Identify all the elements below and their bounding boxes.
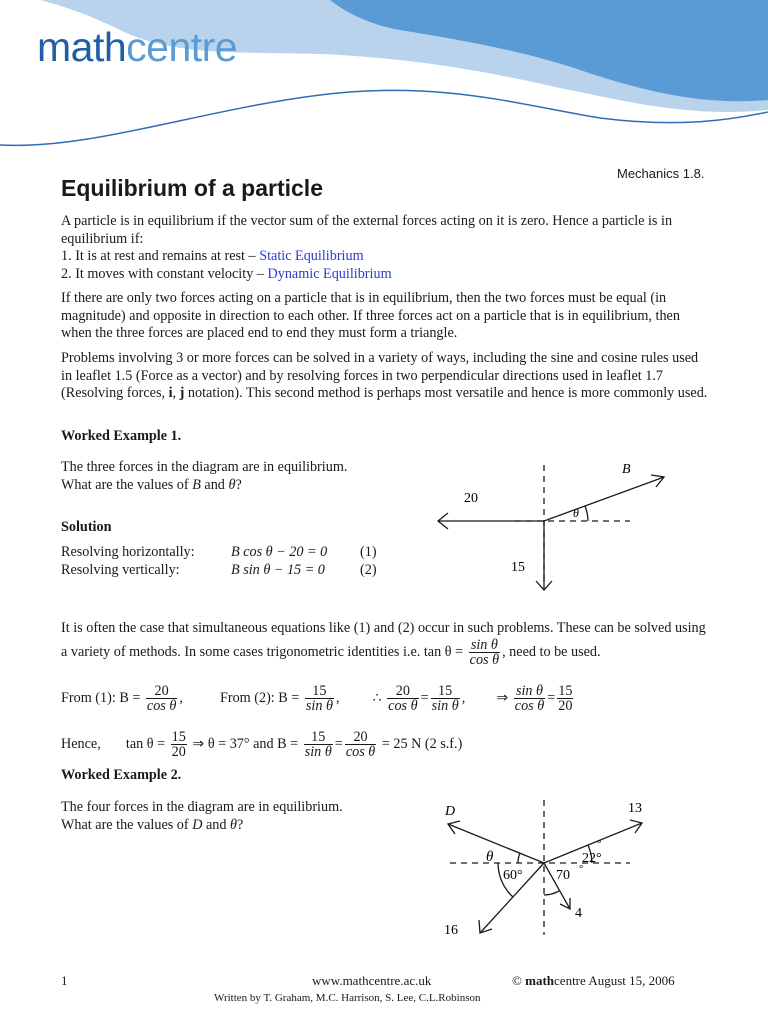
eq3-right-den: sin θ xyxy=(431,698,459,714)
eq3-right-fraction xyxy=(431,684,460,713)
copyright-icon: © xyxy=(512,973,522,988)
hence-b-den: sin θ xyxy=(304,744,332,760)
example-1-heading: Worked Example 1. xyxy=(61,428,182,444)
theta-arc xyxy=(585,506,588,521)
equation-2-number: (2) xyxy=(360,562,377,578)
eq4-right-num: 15 xyxy=(558,683,573,699)
example-1-var-theta: θ xyxy=(228,476,236,493)
example-2-heading: Worked Example 2. xyxy=(61,767,182,783)
label-70: 70 xyxy=(556,868,570,883)
footer-url[interactable]: www.mathcentre.ac.uk xyxy=(312,973,432,988)
methods-sep: , xyxy=(172,385,180,402)
eq3-left-num: 20 xyxy=(387,684,418,699)
label-70-degree: ° xyxy=(579,863,584,875)
force-d-arrow xyxy=(448,824,544,863)
two-forces-paragraph: If there are only two forces acting on a particle that is in equilibrium, then the two forces must be equal (in magnitude) and opposite in direction to each other. If three forces act on a particle that is in equilibrium, then when the three forces are placed end to end they must form a triangle. xyxy=(61,290,680,342)
example-2-question xyxy=(61,799,401,834)
example-1-qmark: ? xyxy=(235,476,242,493)
logo-math: math xyxy=(37,24,127,70)
logo-centre: centre xyxy=(126,24,238,70)
hence-c-num: 20 xyxy=(345,730,376,745)
label-15: 15 xyxy=(511,560,525,575)
angle-70-arc xyxy=(544,891,559,895)
list-item-1 xyxy=(61,248,364,264)
label-22-degree: ° xyxy=(597,838,602,850)
from2-den: sin θ xyxy=(305,698,333,714)
force-diagram-1 xyxy=(420,455,680,600)
copyright-brand: centre xyxy=(554,973,586,988)
hence-tan-num: 15 xyxy=(171,729,186,745)
series-label: Mechanics 1.8. xyxy=(617,166,705,181)
example-1-question-text: The three forces in the diagram are in equilibrium. What are the values of xyxy=(61,459,348,493)
solution-heading: Solution xyxy=(61,519,112,535)
hence-b-fraction xyxy=(304,730,333,759)
eq4-left-num: sin θ xyxy=(514,684,545,699)
methods-text-b: notation). This second method is perhaps most versatile and hence is more commonly used. xyxy=(184,385,708,402)
tan-fraction-num: sin θ xyxy=(469,638,500,653)
j-notation: j xyxy=(179,385,185,402)
copyright-date: August 15, 2006 xyxy=(585,973,675,988)
label-20: 20 xyxy=(464,491,478,506)
label-22: 22° xyxy=(582,851,602,866)
from2-fraction xyxy=(305,684,334,713)
force-diagram-2 xyxy=(430,795,660,945)
equation-1-number: (1) xyxy=(360,544,377,560)
eq4-left-fraction xyxy=(514,684,545,713)
from1-label: From (1): B = xyxy=(61,689,144,706)
label-d: D xyxy=(445,804,456,819)
hence-result: ⇒ θ = 37° and B = xyxy=(188,735,302,752)
label-theta: θ xyxy=(573,506,579,520)
from2-num: 15 xyxy=(305,684,334,699)
eq4-right-den: 20 xyxy=(558,698,573,714)
label-4: 4 xyxy=(575,906,582,921)
list-item-2 xyxy=(61,266,392,282)
hence-c-den: cos θ xyxy=(345,744,376,760)
list-item-1-text: 1. It is at rest and remains at rest – xyxy=(61,248,260,265)
copyright-brand-bold: math xyxy=(525,973,555,988)
eq3-right-num: 15 xyxy=(431,684,460,699)
page-title: Equilibrium of a particle xyxy=(61,175,323,201)
hence-tan-fraction xyxy=(171,730,187,759)
example-2-question-text-b: What are the values of xyxy=(61,816,193,833)
from1-fraction xyxy=(146,684,177,713)
from-equations-line: From (1): B = $\frac{20}{\text{cos θ}}$ , From (2): B = $\frac{15}{\text{sin θ}}$ , ∴ $\frac{20}{\text{cos θ}}$ = $\frac{15}{\text{sin θ}}$ , ⇒ $\frac{\text{sin θ}}{\text{cos θ}}$ = $\frac{15}{20}$ xyxy=(61,683,573,714)
simultaneous-text-a: It is often the case that simultaneous equations like (1) and (2) occur in such problems. These can be solved using a variety of methods. In some cases trigonometric identities i.e. tan θ = xyxy=(61,620,706,660)
from1-den: cos θ xyxy=(146,698,177,714)
from2-label: From (2): B = xyxy=(219,689,303,706)
hence-tan-den: 20 xyxy=(171,744,186,760)
example-2-var-d: D xyxy=(192,816,203,833)
tan-identity-fraction xyxy=(469,638,500,667)
label-13: 13 xyxy=(628,801,642,816)
list-item-2-text: 2. It moves with constant velocity – xyxy=(61,265,268,282)
eq3-left-fraction xyxy=(387,684,418,713)
hence-b-num: 15 xyxy=(304,730,333,745)
i-notation: i xyxy=(168,385,173,402)
example-2-and: and xyxy=(202,816,231,833)
hence-final: = 25 N (2 s.f.) xyxy=(378,735,463,752)
example-2-var-theta: θ xyxy=(230,816,238,833)
therefore-symbol: ∴ xyxy=(372,689,382,706)
example-1-question xyxy=(61,459,381,494)
from1-num: 20 xyxy=(146,684,177,699)
intro-text: A particle is in equilibrium if the vector sum of the external forces acting on it is zero. Hence a particle is in equilibrium if: xyxy=(61,213,673,247)
example-1-and: and xyxy=(200,476,229,493)
hence-line: Hence, tan θ = $\frac{15}{20}$ ⇒ θ = 37° and B = $\frac{15}{\text{sin θ}}$ = $\frac{20}{\text{cos θ}}$ = 25 N (2 s.f.) xyxy=(61,729,463,760)
footer-authors: Written by T. Graham, M.C. Harrison, S. Lee, C.L.Robinson xyxy=(214,992,481,1004)
resolve-v-label: Resolving vertically: xyxy=(61,562,180,578)
mathcentre-logo xyxy=(37,24,237,70)
example-2-question-text-a: The four forces in the diagram are in equilibrium. xyxy=(61,799,343,815)
resolve-h-equation: B cos θ − 20 = 0 xyxy=(231,544,328,560)
implies-symbol: ⇒ xyxy=(496,689,509,706)
eq4-right-fraction xyxy=(557,684,573,713)
example-2-qmark: ? xyxy=(237,816,244,833)
static-equilibrium-link[interactable]: Static Equilibrium xyxy=(259,248,364,265)
label-60: 60° xyxy=(503,868,523,883)
methods-paragraph xyxy=(61,350,712,403)
eq4-left-den: cos θ xyxy=(514,698,545,714)
simultaneous-paragraph xyxy=(61,620,712,667)
tan-fraction-den: cos θ xyxy=(469,651,500,668)
label-theta-2: θ xyxy=(486,849,494,865)
example-1-var-b: B xyxy=(192,476,201,493)
page-number: 1 xyxy=(61,973,68,988)
resolve-h-label: Resolving horizontally: xyxy=(61,544,195,560)
eq3-left-den: cos θ xyxy=(388,698,418,714)
intro-paragraph xyxy=(61,213,712,283)
dynamic-equilibrium-link[interactable]: Dynamic Equilibrium xyxy=(267,265,392,282)
resolve-v-equation: B sin θ − 15 = 0 xyxy=(231,562,325,578)
label-16: 16 xyxy=(444,923,458,938)
methods-text-a: Problems involving 3 or more forces can be solved in a variety of ways, including the sine and cosine rules used in leaflet 1.5 (Force as a vector) and by resolving forces in two perpendicular directions used in leaflet 1.7 (Resolving forces, xyxy=(61,350,699,402)
label-b: B xyxy=(622,462,631,477)
force-b-arrow xyxy=(544,477,664,521)
simultaneous-text-b: , need to be used. xyxy=(502,643,601,660)
hence-c-fraction xyxy=(345,730,376,759)
hence-label: Hence, xyxy=(61,735,101,752)
footer-copyright xyxy=(512,973,675,989)
hence-tan: tan θ = xyxy=(125,735,169,752)
theta-arc-2 xyxy=(518,853,520,863)
